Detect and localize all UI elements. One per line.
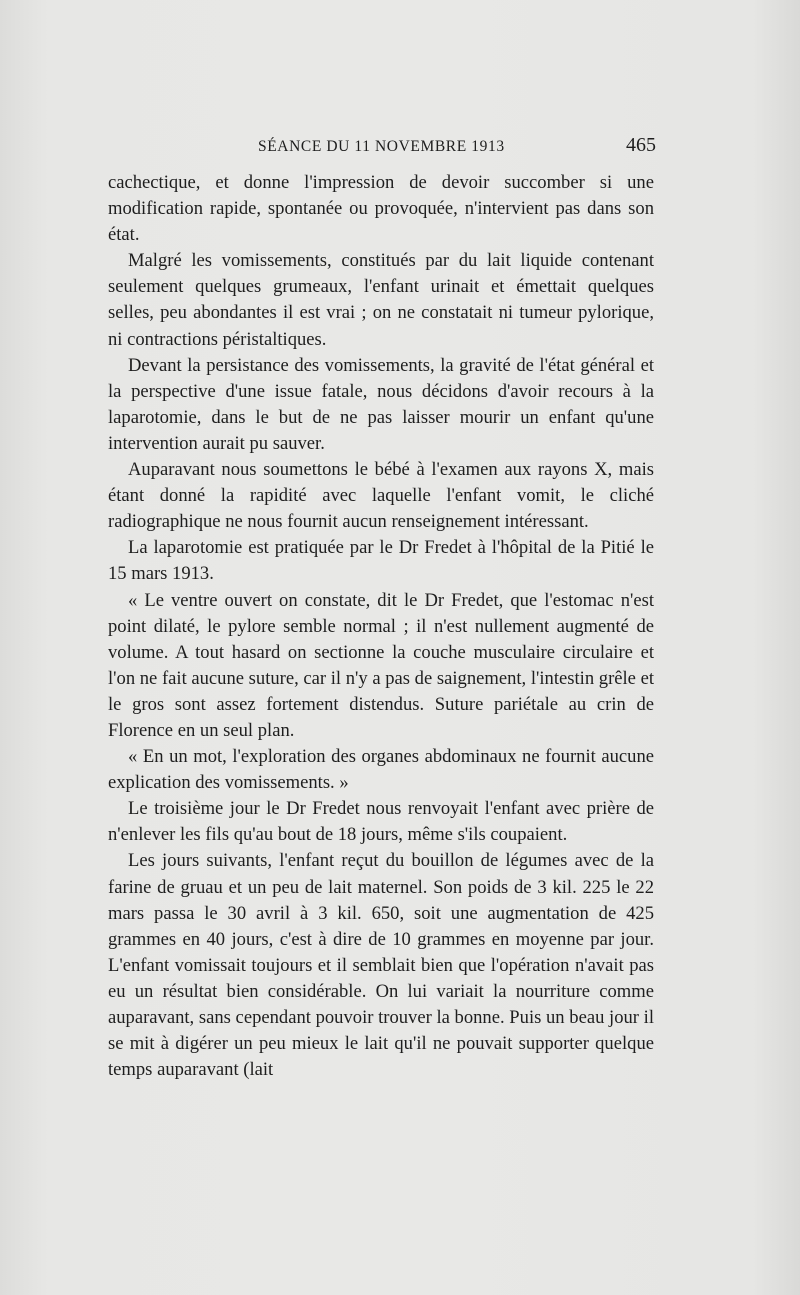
paragraph-rayons-x: Auparavant nous soumettons le bébé à l'examen aux rayons X, mais étant donné la rapidité avec laquelle l'enfant vomit, le cliché radiographique ne nous fournit aucun renseignement intéressant. <box>108 459 654 533</box>
body-text <box>108 170 654 1083</box>
paragraph-quote-conclusion: « En un mot, l'exploration des organes abdominaux ne fournit aucune explication des vomissements. » <box>108 746 654 794</box>
paragraph-troisieme-jour: Le troisième jour le Dr Fredet nous renvoyait l'enfant avec prière de n'enlever les fils qu'au bout de 18 jours, même s'ils coupaient. <box>108 798 654 846</box>
paragraph-jours-suivants: Les jours suivants, l'enfant reçut du bouillon de légumes avec de la farine de gruau et un peu de lait maternel. Son poids de 3 kil. 225 le 22 mars passa le 30 avril à 3 kil. 650, soit une augmentation de 425 grammes en 40 jours, c'est à dire de 10 grammes en moyenne par jour. L'enfant vomissait toujours et il semblait bien que l'opération n'avait pas eu un résultat bien considérable. On lui variait la nourriture comme auparavant, sans cependant pouvoir trouver la bonne. Puis un beau jour il se mit à digérer un peu mieux le lait qu'il ne pouvait supporter quelque temps auparavant (lait <box>108 850 654 1081</box>
paragraph-vomissements: Malgré les vomissements, constitués par du lait liquide contenant seulement quelques grumeaux, l'enfant urinait et émettait quelques selles, peu abondantes il est vrai ; on ne constatait ni tumeur pylorique, ni contractions péristaltiques. <box>108 250 654 350</box>
page-header <box>108 134 656 160</box>
paragraph-quote-fredet: « Le ventre ouvert on constate, dit le Dr Fredet, que l'estomac n'est point dilaté, le pylore semble normal ; il n'est nullement augmenté de volume. A tout hasard on sectionne la couche musculaire circulaire et l'on ne fait aucune suture, car il n'y a pas de saignement, l'intestin grêle et le gros sont assez fortement distendus. Suture pariétale au crin de Florence en un seul plan. <box>108 589 654 741</box>
page-number: 465 <box>626 134 656 156</box>
paragraph-laparotomie-decision: Devant la persistance des vomissements, la gravité de l'état général et la perspective d'une issue fatale, nous décidons d'avoir recours à la laparotomie, dans le but de ne pas laisser mourir un enfant qu'une intervention aurait pu sauver. <box>108 354 654 454</box>
paragraph-operation-date: La laparotomie est pratiquée par le Dr Fredet à l'hôpital de la Pitié le 15 mars 1913. <box>108 537 654 585</box>
paragraph-continuation: cachectique, et donne l'impression de devoir succomber si une modification rapide, spontanée ou provoquée, n'intervient pas dans son état. <box>108 172 654 246</box>
running-head: SÉANCE DU 11 NOVEMBRE 1913 <box>258 138 505 155</box>
